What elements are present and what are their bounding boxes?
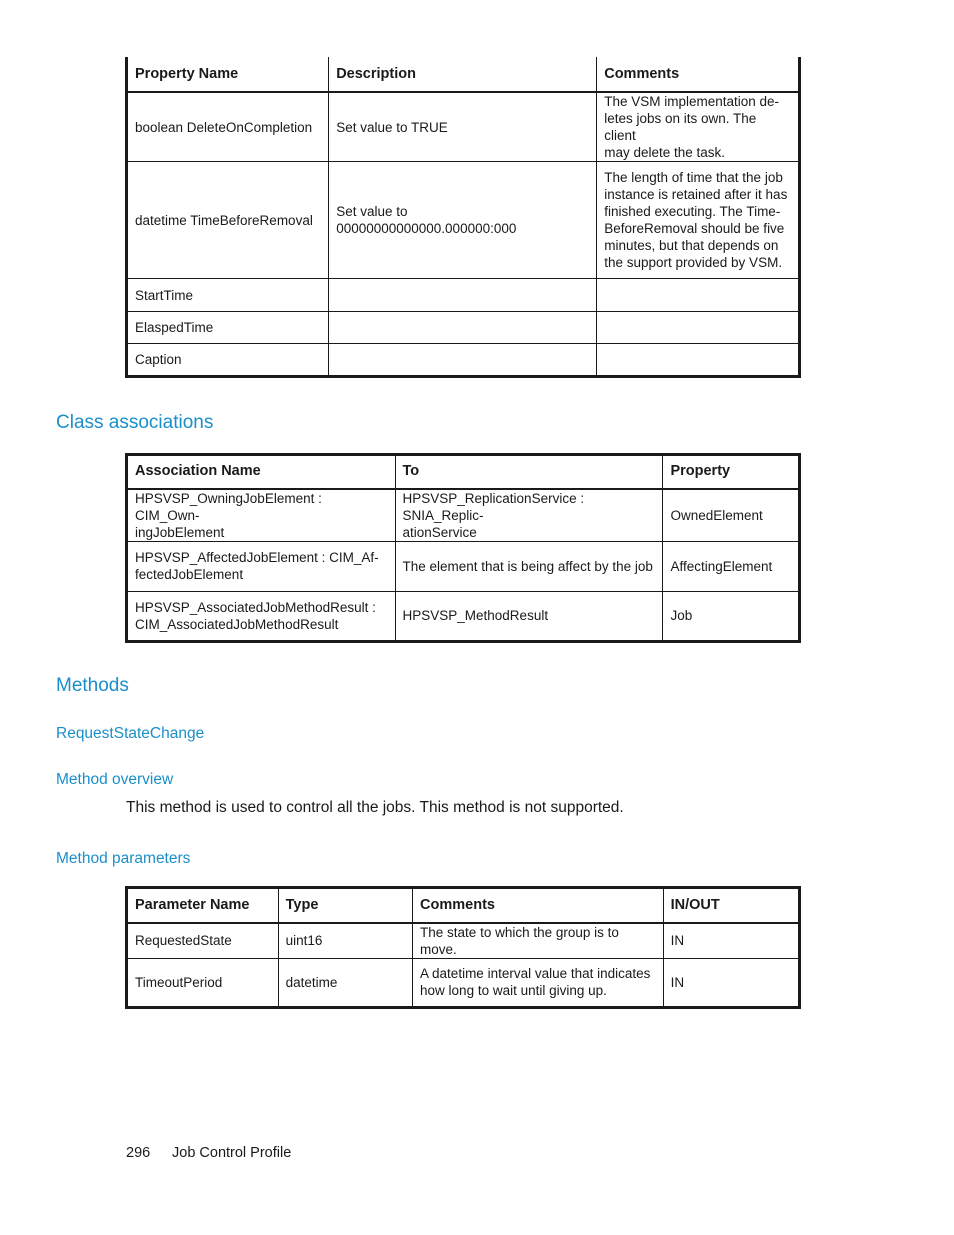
properties-table — [125, 57, 801, 378]
table-cell: datetime — [278, 958, 412, 1007]
table-cell: uint16 — [278, 923, 412, 959]
table-cell: IN — [663, 923, 799, 959]
table-cell: HPSVSP_AssociatedJobMethodResult : CIM_AssociatedJobMethodResult — [127, 591, 396, 641]
table-row — [127, 279, 800, 312]
column-header: Property — [663, 455, 800, 489]
table-cell: Caption — [127, 344, 329, 377]
table-cell: The state to which the group is to move. — [413, 923, 664, 959]
table-cell: The element that is being affect by the job — [395, 541, 663, 591]
column-header: Association Name — [127, 455, 396, 489]
column-header: Comments — [413, 888, 664, 923]
table-cell: Set value to TRUE — [329, 92, 597, 162]
table-cell: HPSVSP_MethodResult — [395, 591, 663, 641]
table-cell: Set value to 00000000000000.000000:000 — [329, 162, 597, 279]
table-row — [127, 591, 800, 641]
table-cell: RequestedState — [127, 923, 279, 959]
column-header: Comments — [597, 57, 800, 92]
footer-title: Job Control Profile — [172, 1145, 292, 1161]
table-cell: AffectingElement — [663, 541, 800, 591]
column-header: Parameter Name — [127, 888, 279, 923]
overview-paragraph: This method is used to control all the jobs. This method is not supported. — [126, 799, 624, 816]
table-cell: Job — [663, 591, 800, 641]
column-header: Property Name — [127, 57, 329, 92]
table-cell: A datetime interval value that indicates how long to wait until giving up. — [413, 958, 664, 1007]
table-row — [127, 541, 800, 591]
table-cell — [329, 279, 597, 312]
section-heading: Class associations — [56, 412, 214, 433]
table-row — [127, 344, 800, 377]
table-cell — [597, 344, 800, 377]
table-cell: StartTime — [127, 279, 329, 312]
table-cell: HPSVSP_AffectedJobElement : CIM_Af- fectedJobElement — [127, 541, 396, 591]
column-header: Description — [329, 57, 597, 92]
table-row — [127, 162, 800, 279]
associations-table — [125, 453, 801, 643]
table-cell: HPSVSP_OwningJobElement : CIM_Own- ingJobElement — [127, 489, 396, 542]
table-row — [127, 958, 800, 1007]
table-cell: boolean DeleteOnCompletion — [127, 92, 329, 162]
table-cell: OwnedElement — [663, 489, 800, 542]
parameters-table — [125, 886, 801, 1009]
table-cell: ElaspedTime — [127, 312, 329, 344]
table-cell: datetime TimeBeforeRemoval — [127, 162, 329, 279]
page-number: 296 — [126, 1145, 151, 1161]
table-cell — [597, 312, 800, 344]
table-cell: IN — [663, 958, 799, 1007]
table-row — [127, 923, 800, 959]
subsection-heading: Method parameters — [56, 850, 191, 867]
column-header: To — [395, 455, 663, 489]
table-cell — [597, 279, 800, 312]
table-row — [127, 489, 800, 542]
table-cell: The length of time that the job instance is retained after it has finished executing. The Time- BeforeRemoval should be five minutes, but that depends on the support provided by VSM. — [597, 162, 800, 279]
table-cell — [329, 312, 597, 344]
table-row — [127, 92, 800, 162]
subsection-heading: RequestStateChange — [56, 725, 205, 742]
table-cell: The VSM implementation de- letes jobs on its own. The client may delete the task. — [597, 92, 800, 162]
section-heading: Methods — [56, 675, 129, 696]
column-header: IN/OUT — [663, 888, 799, 923]
table-cell — [329, 344, 597, 377]
subsection-heading: Method overview — [56, 771, 174, 788]
table-cell: TimeoutPeriod — [127, 958, 279, 1007]
column-header: Type — [278, 888, 412, 923]
table-row — [127, 312, 800, 344]
table-cell: HPSVSP_ReplicationService : SNIA_Replic- ationService — [395, 489, 663, 542]
